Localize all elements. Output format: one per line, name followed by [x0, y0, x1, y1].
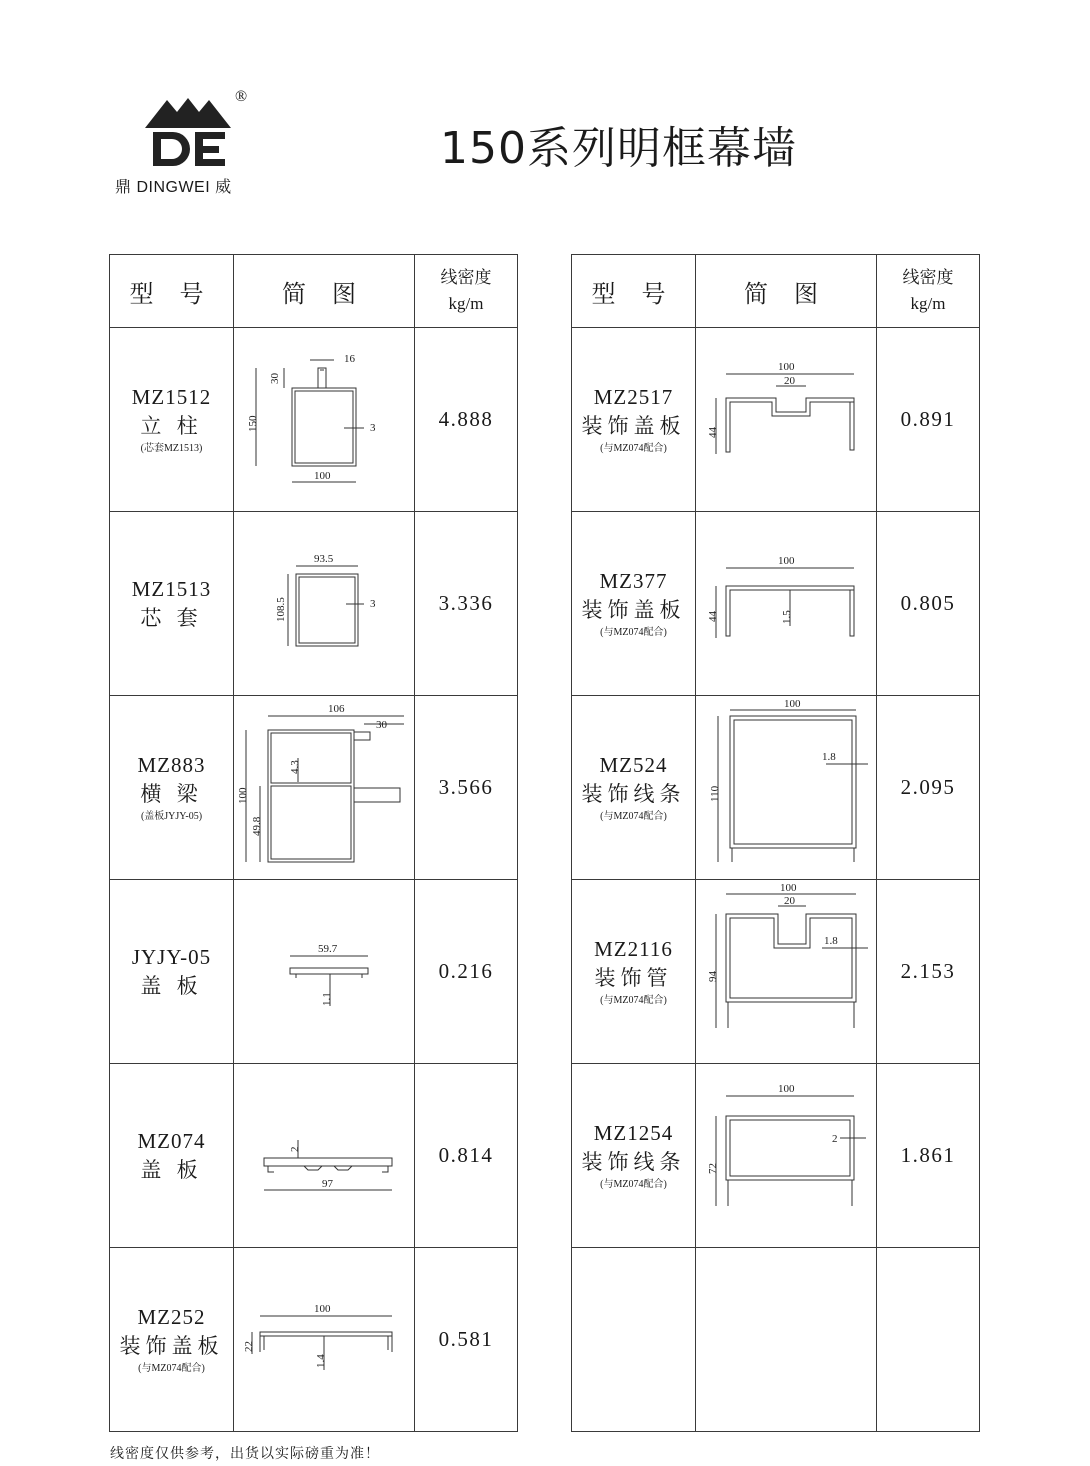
density-cell — [415, 696, 518, 880]
table-row — [572, 1248, 980, 1432]
model-code: MZ252 — [137, 1304, 206, 1329]
density-cell — [877, 696, 980, 880]
svg-text:44: 44 — [707, 426, 719, 438]
model-code: MZ883 — [137, 752, 206, 777]
model-cell — [572, 512, 696, 696]
model-name: 盖 板 — [140, 973, 203, 998]
svg-text:100: 100 — [784, 697, 801, 710]
svg-text:22: 22 — [243, 1340, 255, 1352]
model-name: 装饰线条 — [581, 1149, 686, 1174]
model-name: 装饰线条 — [581, 781, 686, 806]
model-note: (盖板JYJY-05) — [140, 810, 203, 822]
model-code: MZ377 — [599, 568, 668, 593]
svg-text:2: 2 — [832, 1132, 838, 1145]
density-value: 1.861 — [900, 1143, 956, 1167]
mz252-profile-icon — [234, 1250, 414, 1430]
table-row — [572, 696, 980, 880]
figure-cell — [234, 512, 415, 696]
table-row — [110, 512, 518, 696]
figure-cell — [696, 1248, 877, 1432]
mz1512-profile-icon — [234, 330, 414, 510]
svg-text:108.5: 108.5 — [275, 596, 287, 622]
table-row — [110, 1064, 518, 1248]
figure-cell — [696, 696, 877, 880]
figure-cell — [696, 512, 877, 696]
footer-note: 线密度仅供参考，出货以实际磅重为准！ — [110, 1447, 380, 1462]
density-value: 3.566 — [438, 775, 494, 799]
svg-text:106: 106 — [328, 702, 345, 715]
model-note: (与MZ074配合) — [600, 1178, 667, 1190]
density-value: 2.153 — [900, 959, 956, 983]
svg-text:30: 30 — [376, 718, 387, 731]
svg-text:2: 2 — [289, 1146, 301, 1152]
density-cell — [415, 1248, 518, 1432]
svg-text:20: 20 — [784, 374, 795, 387]
page-title: 150系列明框幕墙 — [440, 123, 797, 174]
model-code: MZ524 — [599, 752, 668, 777]
model-name: 装饰盖板 — [581, 597, 686, 622]
mz883-profile-icon — [234, 698, 414, 878]
table-row — [572, 328, 980, 512]
svg-text:1.8: 1.8 — [822, 750, 836, 763]
brand-logo — [115, 88, 275, 198]
model-cell — [110, 1248, 234, 1432]
model-cell — [572, 696, 696, 880]
density-cell — [415, 1064, 518, 1248]
registered-mark: ® — [235, 88, 248, 105]
model-name: 装饰盖板 — [581, 413, 686, 438]
figure-cell — [234, 696, 415, 880]
figure-cell — [234, 1064, 415, 1248]
mz074-profile-icon — [234, 1066, 414, 1246]
model-cell — [572, 328, 696, 512]
jyjy05-profile-icon — [234, 882, 414, 1062]
model-code: MZ2116 — [594, 936, 673, 961]
figure-cell — [696, 880, 877, 1064]
header-density — [877, 255, 980, 328]
svg-text:100: 100 — [778, 554, 795, 567]
model-name: 装饰管 — [594, 965, 673, 990]
density-cell — [877, 880, 980, 1064]
svg-text:100: 100 — [778, 1082, 795, 1095]
svg-text:94: 94 — [707, 970, 719, 982]
svg-text:20: 20 — [784, 894, 795, 907]
table-row — [572, 512, 980, 696]
svg-text:30: 30 — [269, 372, 281, 384]
table-row — [110, 696, 518, 880]
header-density-unit: kg/m — [448, 294, 484, 313]
model-name: 装饰盖板 — [119, 1333, 224, 1358]
model-name: 立 柱 — [140, 413, 203, 438]
model-code: JYJY-05 — [131, 944, 212, 969]
density-value: 0.814 — [438, 1143, 494, 1167]
density-value: 0.581 — [438, 1327, 494, 1351]
header-density-unit: kg/m — [910, 294, 946, 313]
model-cell — [110, 328, 234, 512]
model-code: MZ2517 — [593, 384, 674, 409]
figure-cell — [234, 328, 415, 512]
table-row — [110, 328, 518, 512]
model-cell — [572, 1064, 696, 1248]
header-model: 型 号 — [572, 255, 696, 328]
header-density-label: 线密度 — [902, 268, 954, 287]
density-value: 3.336 — [438, 591, 494, 615]
model-code: MZ1254 — [593, 1120, 674, 1145]
svg-text:3: 3 — [370, 421, 376, 434]
model-cell — [110, 696, 234, 880]
svg-text:1.8: 1.8 — [824, 934, 838, 947]
svg-text:4.3: 4.3 — [289, 759, 301, 774]
table-row — [110, 880, 518, 1064]
header-figure: 简 图 — [234, 255, 415, 328]
svg-text:93.5: 93.5 — [314, 552, 334, 565]
figure-cell — [234, 880, 415, 1064]
brand-name: 鼎 DINGWEI 威 — [115, 179, 232, 196]
model-note: (与MZ074配合) — [600, 810, 667, 822]
figure-cell — [234, 1248, 415, 1432]
table-row — [572, 1064, 980, 1248]
model-note: (与MZ074配合) — [600, 442, 667, 454]
svg-text:100: 100 — [314, 1302, 331, 1315]
mz2517-profile-icon — [696, 330, 876, 510]
model-name: 盖 板 — [140, 1157, 203, 1182]
model-cell — [110, 1064, 234, 1248]
right-spec-table — [571, 254, 980, 1432]
dingwei-logo-icon — [145, 94, 231, 172]
density-value: 0.891 — [900, 407, 956, 431]
svg-text:3: 3 — [370, 597, 376, 610]
svg-text:1.5: 1.5 — [781, 609, 793, 624]
mz1254-profile-icon — [696, 1066, 876, 1246]
header-density — [415, 255, 518, 328]
model-cell — [110, 512, 234, 696]
table-header-row — [572, 255, 980, 328]
model-cell — [110, 880, 234, 1064]
svg-text:100: 100 — [237, 787, 249, 804]
density-cell — [877, 328, 980, 512]
svg-text:100: 100 — [780, 881, 797, 894]
table-row — [572, 880, 980, 1064]
density-value: 0.216 — [438, 959, 494, 983]
density-cell — [415, 880, 518, 1064]
figure-cell — [696, 328, 877, 512]
header-figure: 简 图 — [696, 255, 877, 328]
header-density-label: 线密度 — [440, 268, 492, 287]
mz377-profile-icon — [696, 514, 876, 694]
svg-text:150: 150 — [247, 415, 259, 432]
model-code: MZ074 — [137, 1128, 206, 1153]
svg-text:16: 16 — [344, 352, 355, 365]
density-cell — [415, 512, 518, 696]
svg-text:100: 100 — [314, 469, 331, 482]
density-cell — [415, 328, 518, 512]
svg-text:49.8: 49.8 — [251, 816, 263, 836]
table-row — [110, 1248, 518, 1432]
density-value: 2.095 — [900, 775, 956, 799]
svg-text:1.1: 1.1 — [321, 991, 333, 1006]
density-value: 0.805 — [900, 591, 956, 615]
header-model: 型 号 — [110, 255, 234, 328]
svg-text:1.4: 1.4 — [315, 1353, 327, 1368]
model-cell — [572, 880, 696, 1064]
table-header-row — [110, 255, 518, 328]
model-name: 横 梁 — [140, 781, 203, 806]
model-code: MZ1513 — [131, 576, 212, 601]
density-cell — [877, 1064, 980, 1248]
left-spec-table — [109, 254, 518, 1432]
svg-text:59.7: 59.7 — [318, 942, 338, 955]
density-cell — [877, 512, 980, 696]
model-note: (芯套MZ1513) — [140, 442, 203, 454]
mz1513-profile-icon — [234, 514, 414, 694]
model-note: (与MZ074配合) — [138, 1362, 205, 1374]
svg-text:44: 44 — [707, 610, 719, 622]
svg-text:110: 110 — [709, 785, 721, 802]
model-note: (与MZ074配合) — [600, 994, 667, 1006]
svg-text:72: 72 — [707, 1162, 719, 1174]
model-note: (与MZ074配合) — [600, 626, 667, 638]
figure-cell — [696, 1064, 877, 1248]
model-code: MZ1512 — [131, 384, 212, 409]
model-cell — [572, 1248, 696, 1432]
svg-text:97: 97 — [322, 1177, 333, 1190]
density-cell — [877, 1248, 980, 1432]
mz524-profile-icon — [696, 698, 876, 878]
density-value: 4.888 — [438, 407, 494, 431]
model-name: 芯 套 — [140, 605, 203, 630]
svg-text:100: 100 — [778, 360, 795, 373]
mz2116-profile-icon — [696, 882, 876, 1062]
